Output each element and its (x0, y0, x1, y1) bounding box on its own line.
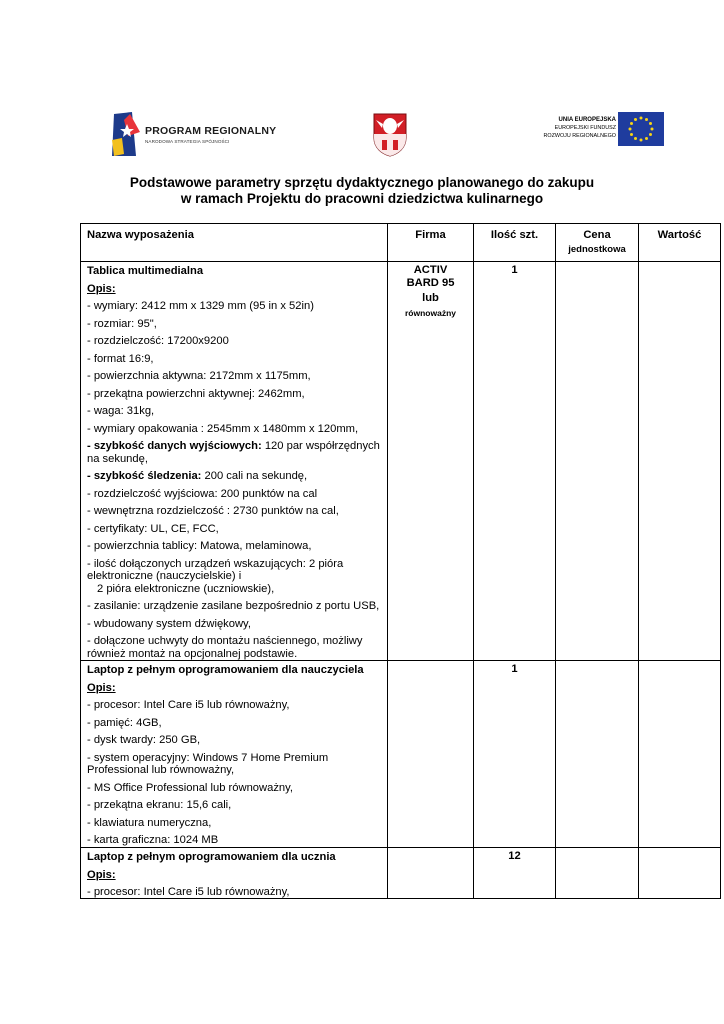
spec-item: - pamięć: 4GB, (87, 716, 162, 729)
spec-list (87, 886, 381, 899)
spec-item: - klawiatura numeryczna, (87, 816, 212, 829)
header-firm: Firma (388, 224, 474, 262)
row-firm (388, 661, 474, 848)
firm-line: ACTIV (413, 264, 448, 276)
spec-label: - szybkość danych wyjściowych: (87, 440, 262, 452)
equipment-table (80, 223, 721, 899)
table-header-row (81, 224, 721, 262)
spec-list (87, 699, 381, 847)
spec-item: - powierzchnia tablicy: Matowa, melaminowa, (87, 540, 312, 552)
spec-list (87, 300, 381, 660)
header-price (556, 224, 639, 262)
spec-value: 120 par współrzędnych na sekundę, (87, 440, 380, 465)
row-qty: 1 (474, 661, 556, 848)
spec-item: - certyfikaty: UL, CE, FCC, (87, 522, 219, 535)
star-icon (110, 110, 144, 158)
spec-item: - dysk twardy: 250 GB, (87, 734, 201, 746)
header-price-sub: jednostkowa (568, 244, 626, 255)
header-price-label: Cena (583, 229, 611, 241)
spec-item: - wbudowany system dźwiękowy, (87, 617, 251, 630)
firm-line: lub (422, 292, 439, 304)
spec-value: 200 cali na sekundę, (201, 470, 308, 482)
spec-item: - rozdzielczość: 17200x9200 (87, 335, 229, 347)
eu-logo (530, 110, 670, 150)
spec-item: - zasilanie: urządzenie zasilane bezpośrednio z portu USB, (87, 600, 380, 612)
spec-item (87, 470, 381, 483)
firm-line: BARD 95 (406, 277, 455, 289)
row-value (639, 661, 721, 848)
table-row (81, 661, 721, 848)
firm-line: równoważny (404, 308, 456, 318)
program-regionalny-logo (110, 110, 277, 158)
row-price (556, 847, 639, 899)
opis-label: Opis: (87, 682, 116, 694)
spec-item (87, 440, 381, 465)
spec-item: - system operacyjny: Windows 7 Home Premium Professional lub równoważny, (87, 751, 329, 776)
eu-flag-icon (618, 112, 664, 146)
spec-text: 2 pióra elektroniczne (uczniowskie), (97, 582, 275, 595)
eu-line-3: ROZWOJU REGIONALNEGO (543, 133, 616, 139)
spec-item: - karta graficzna: 1024 MB (87, 834, 219, 846)
spec-item (87, 558, 381, 596)
spec-item: - powierzchnia aktywna: 2172mm x 1175mm, (87, 370, 311, 382)
row-qty: 1 (474, 262, 556, 661)
opis-label: Opis: (87, 868, 116, 881)
item-title: Laptop z pełnym oprogramowaniem dla nauczyciela (87, 664, 364, 676)
row-value (639, 847, 721, 899)
header-name: Nazwa wyposażenia (81, 224, 388, 262)
opis-label: Opis: (87, 283, 116, 295)
spec-item: - MS Office Professional lub równoważny, (87, 781, 294, 794)
row-value (639, 262, 721, 661)
program-subtitle: NARODOWA STRATEGIA SPÓJNOŚCI (145, 139, 230, 144)
spec-item: - wewnętrzna rozdzielczość : 2730 punktów na cal, (87, 505, 339, 517)
document-title (60, 175, 664, 207)
spec-item: - waga: 31kg, (87, 405, 155, 417)
table-row (81, 262, 721, 661)
program-title: PROGRAM REGIONALNY (145, 125, 277, 137)
row-description (81, 661, 388, 848)
spec-item: - procesor: Intel Care i5 lub równoważny, (87, 885, 290, 898)
title-line-1: Podstawowe parametry sprzętu dydaktycznego planowanego do zakupu (129, 175, 595, 190)
spec-text: - ilość dołączonych urządzeń wskazujących: 2 pióra elektroniczne (nauczycielskie) i (87, 557, 344, 582)
spec-item: - dołączone uchwyty do montażu naściennego, możliwy również montaż na opcjonalnej podstawie. (87, 635, 363, 660)
row-qty: 12 (474, 847, 556, 899)
spec-item: - przekątna powierzchni aktywnej: 2462mm, (87, 387, 305, 400)
header-value: Wartość (639, 224, 721, 262)
title-line-2: w ramach Projektu do pracowni dziedzictwa kulinarnego (180, 191, 544, 206)
eu-line-1: UNIA EUROPEJSKA (558, 117, 616, 123)
row-description (81, 262, 388, 661)
row-description (81, 847, 388, 899)
spec-item: - format 16:9, (87, 352, 154, 365)
spec-item: - wymiary opakowania : 2545mm x 1480mm x 120mm, (87, 422, 359, 435)
spec-item: - wymiary: 2412 mm x 1329 mm (95 in x 52in) (87, 300, 314, 312)
row-price (556, 661, 639, 848)
spec-item: - rozdzielczość wyjściowa: 200 punktów na cal (87, 487, 318, 500)
row-firm (388, 847, 474, 899)
spec-label: - szybkość śledzenia: (87, 470, 202, 482)
table-row (81, 847, 721, 899)
item-title: Laptop z pełnym oprogramowaniem dla ucznia (87, 850, 336, 863)
row-price (556, 262, 639, 661)
spec-item: - procesor: Intel Care i5 lub równoważny, (87, 699, 290, 711)
coat-of-arms-icon (372, 112, 408, 158)
spec-item: - rozmiar: 95", (87, 317, 157, 330)
item-title: Tablica multimedialna (87, 265, 204, 277)
row-firm (388, 262, 474, 661)
spec-item: - przekątna ekranu: 15,6 cali, (87, 799, 232, 811)
header-qty: Ilość szt. (474, 224, 556, 262)
eu-line-2: EUROPEJSKI FUNDUSZ (554, 125, 616, 131)
